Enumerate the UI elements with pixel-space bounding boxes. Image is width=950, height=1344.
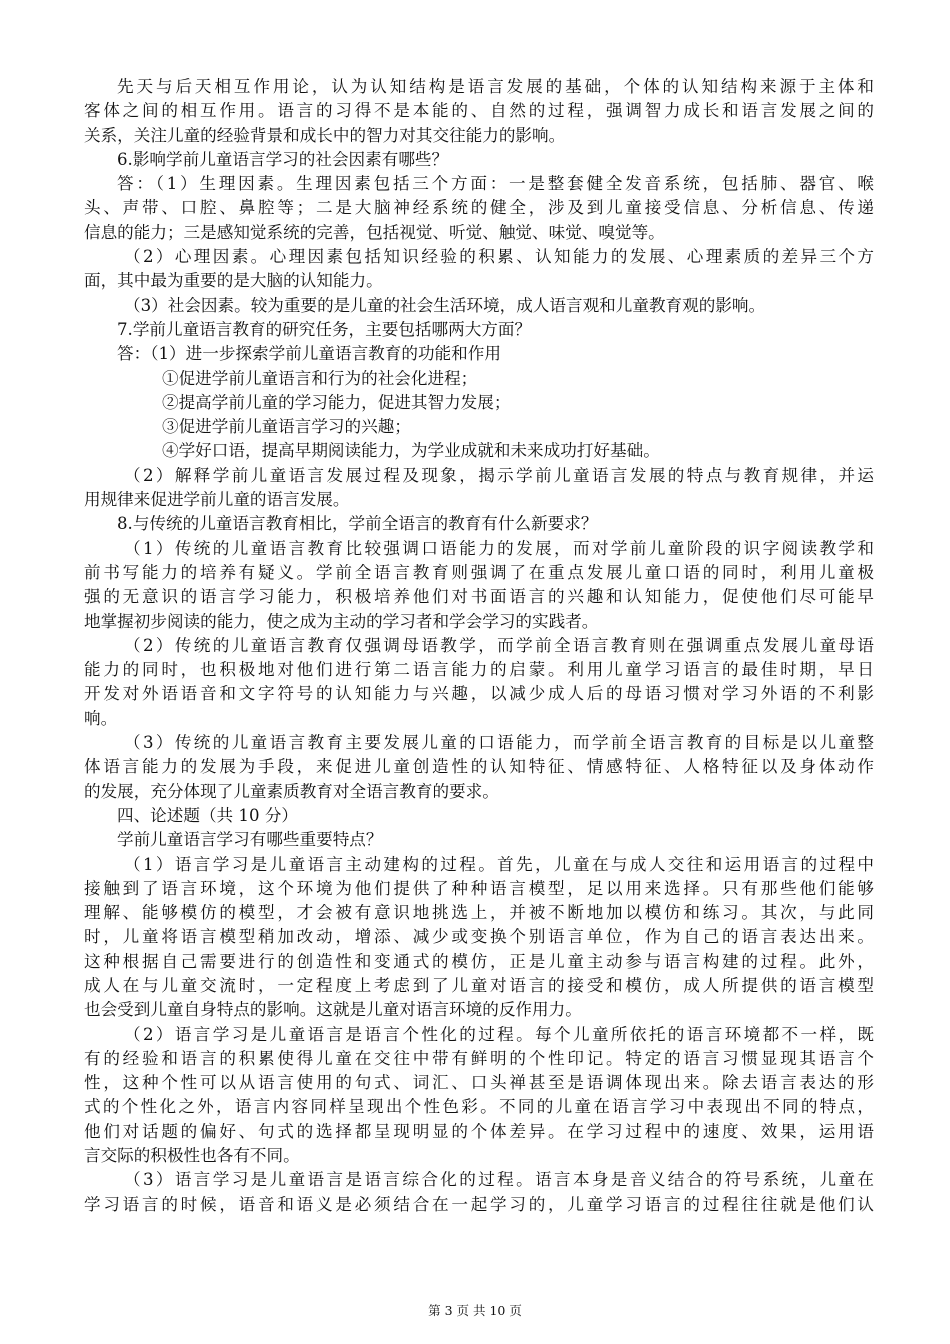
text-line: 能力的同时，也积极地对他们进行第二语言能力的启蒙。利用儿童学习语言的最佳时期，早日 [84,660,874,680]
text-line: 这种根据自己需要进行的创造性和变通式的模仿，正是儿童主动参与语言构建的过程。此外， [84,951,874,971]
text-line: 地掌握初步阅读的能力，使之成为主动的学习者和学会学习的实践者。 [84,611,599,631]
text-line: 式的个性化之外，语言内容同样呈现出个性色彩。不同的儿童在语言学习中表现出不同的特点， [84,1097,874,1117]
text-line: 答：（1）生理因素。生理因素包括三个方面：一是整套健全发音系统，包括肺、器官、喉 [117,174,874,194]
text-line: 前书写能力的培养有疑义。学前全语言教育则强调了在重点发展儿童口语的同时，利用儿童极 [84,562,874,582]
text-line: 响。 [84,708,118,728]
text-line: 也会受到儿童自身特点的影响。这就是儿童对语言环境的反作用力。 [84,1000,582,1020]
text-line: （3）语言学习是儿童语言是语言综合化的过程。语言本身是音义结合的符号系统，儿童在 [124,1170,874,1190]
question-heading: 8.与传统的儿童语言教育相比，学前全语言的教育有什么新要求？ [117,514,598,534]
text-line: 言交际的积极性也各有不同。 [84,1146,300,1166]
text-line: 他们对话题的偏好、句式的选择都呈现明显的个体差异。在学习过程中的速度、效果，运用语 [84,1121,874,1141]
text-line: 面，其中最为重要的是大脑的认知能力。 [84,271,383,291]
text-line: 用规律来促进学前儿童的语言发展。 [84,490,350,510]
text-line: 成人在与儿童交流时，一定程度上考虑到了儿童对语言的接受和模仿，成人所提供的语言模型 [84,975,874,995]
text-line: 先天与后天相互作用论，认为认知结构是语言发展的基础，个体的认知结构来源于主体和 [117,77,874,96]
question-heading: 学前儿童语言学习有哪些重要特点？ [117,830,383,850]
text-line: 答：（1）进一步探索学前儿童语言教育的功能和作用 [117,344,501,364]
text-line: 时，儿童将语言模型稍加改动，增添、减少或变换个别语言单位，作为自己的语言表达出来。 [84,927,874,947]
text-line: 理解、能够模仿的模型，才会被有意识地挑选上，并被不断地加以模仿和练习。其次，与此同 [84,903,874,923]
text-line: 学习语言的时候，语音和语义是必须结合在一起学习的，儿童学习语言的过程往往就是他们认 [84,1194,874,1214]
question-heading: 6.影响学前儿童语言学习的社会因素有哪些？ [117,149,449,169]
question-heading: 7.学前儿童语言教育的研究任务，主要包括哪两大方面？ [117,319,532,339]
text-line: 强的无意识的语言学习能力，积极培养他们对书面语言的兴趣和认知能力，促使他们尽可能早 [84,587,874,607]
text-line: （3）社会因素。较为重要的是儿童的社会生活环境，成人语言观和儿童教育观的影响。 [124,295,766,315]
text-line: （3）传统的儿童语言教育主要发展儿童的口语能力，而学前全语言教育的目标是以儿童整 [124,733,874,753]
text-line: 体语言能力的发展为手段，来促进儿童创造性的认知特征、情感特征、人格特征以及身体动作 [84,757,874,777]
text-line: （1）传统的儿童语言教育比较强调口语能力的发展，而对学前儿童阶段的识字阅读教学和 [124,538,874,558]
text-line: 信息的能力；三是感知觉系统的完善，包括视觉、听觉、触觉、味觉、嗅觉等。 [84,222,665,242]
text-line: 关系，关注儿童的经验背景和成长中的智力对其交往能力的影响。 [84,125,566,145]
text-line: （2）语言学习是儿童语言是语言个性化的过程。每个儿童所依托的语言环境都不一样，既 [124,1024,874,1044]
text-line: 头、声带、口腔、鼻腔等；二是大脑神经系统的健全，涉及到儿童接受信息、分析信息、传递 [84,198,874,218]
text-line: （2）心理因素。心理因素包括知识经验的积累、认知能力的发展、心理素质的差异三个方 [124,247,874,267]
text-line: 开发对外语语音和文字符号的认知能力与兴趣，以减少成人后的母语习惯对学习外语的不利影 [84,684,874,704]
page-footer: 第 3 页 共 10 页 [428,1303,522,1318]
page-body [84,75,874,1217]
section-heading: 四、论述题（共 10 分） [117,805,299,825]
text-line: （2）解释学前儿童语言发展过程及现象，揭示学前儿童语言发展的特点与教育规律，并运 [124,465,874,485]
list-item: ④学好口语，提高早期阅读能力，为学业成就和未来成功打好基础。 [162,441,660,461]
text-line: 有的经验和语言的积累使得儿童在交往中带有鲜明的个性印记。特定的语言习惯显现其语言个 [84,1048,874,1068]
list-item: ①促进学前儿童语言和行为的社会化进程； [162,368,478,388]
text-line: 的发展，充分体现了儿童素质教育对全语言教育的要求。 [84,781,499,801]
text-line: 接触到了语言环境，这个环境为他们提供了种种语言模型，足以用来选择。只有那些他们能够 [84,878,874,898]
text-line: （2）传统的儿童语言教育仅强调母语教学，而学前全语言教育则在强调重点发展儿童母语 [124,635,874,655]
text-line: 性，这种个性可以从语言使用的句式、词汇、口头禅甚至是语调体现出来。除去语言表达的形 [84,1073,874,1093]
list-item: ③促进学前儿童语言学习的兴趣； [162,417,411,437]
text-line: （1）语言学习是儿童语言主动建构的过程。首先，儿童在与成人交往和运用语言的过程中 [124,854,874,874]
list-item: ②提高学前儿童的学习能力，促进其智力发展； [162,392,511,412]
text-line: 客体之间的相互作用。语言的习得不是本能的、自然的过程，强调智力成长和语言发展之间的 [84,101,874,121]
